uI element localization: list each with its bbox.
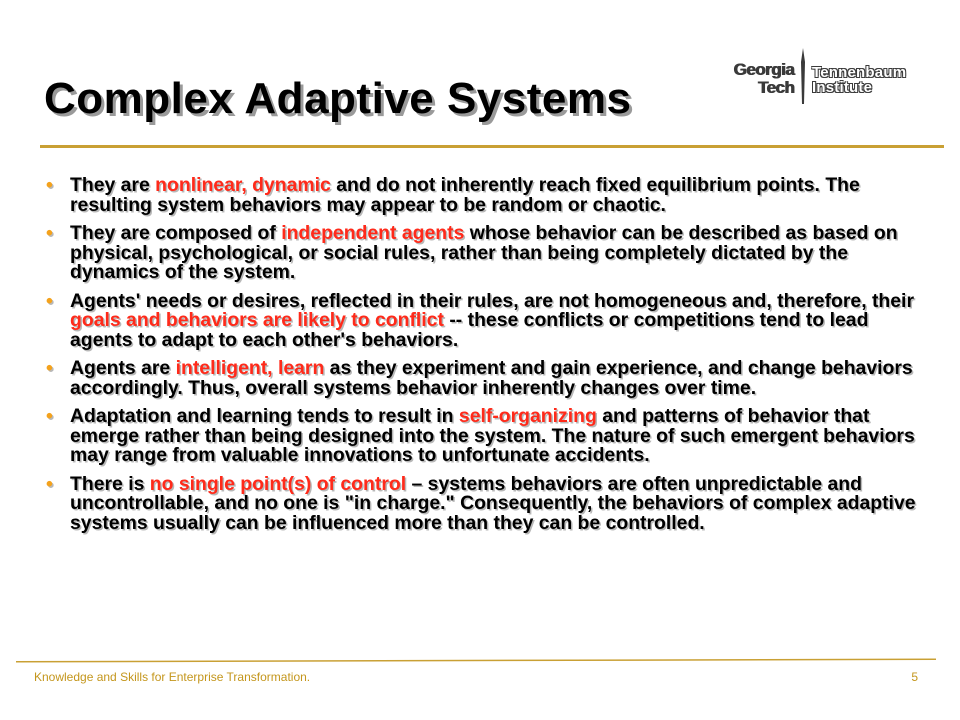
footer-text: Knowledge and Skills for Enterprise Transformation. — [34, 670, 311, 684]
georgia-tech-tennenbaum-logo — [708, 46, 938, 106]
slide-title: Complex Adaptive Systems — [44, 74, 632, 123]
bullet-highlight-text: intelligent, learn — [175, 357, 325, 379]
bullet-list — [46, 176, 926, 542]
bullet-dot-icon: • — [46, 405, 53, 427]
bullet-text: and do not inherently reach fixed equilibrium points. The resulting system behaviors may appear to be random or chaotic. — [70, 174, 860, 216]
bullet-text: and patterns of behavior that emerge rather than being designed into the system. The nature of such emergent behaviors may range from valuable innovations to unfortunate accidents. — [70, 405, 915, 466]
bullet-text: -- these conflicts or competitions tend to lead agents to adapt to each other's behaviors. — [70, 309, 869, 351]
bullet-item — [46, 407, 926, 466]
logo-left-line-2: Tech — [757, 78, 794, 97]
logo-right-line-1: Tennenbaum — [812, 64, 907, 81]
bullet-text: They are — [70, 174, 156, 196]
bullet-dot-icon: • — [46, 222, 53, 244]
page-number: 5 — [911, 670, 918, 684]
bullet-text: Agents' needs or desires, reflected in their rules, are not homogeneous and, therefore, their — [70, 289, 914, 312]
bullet-text: – systems behaviors are often unpredictable and uncontrollable, and no one is "in charge." Consequently, the behaviors of complex adaptive systems usually can be influenced more than they can be controlled. — [70, 472, 916, 534]
logo-right-line-2: Institute — [812, 79, 873, 96]
bullet-dot-icon: • — [46, 174, 53, 196]
bullet-dot-icon: • — [46, 357, 53, 379]
bullet-highlight-text: independent agents — [281, 222, 465, 244]
title-divider-line — [40, 145, 944, 148]
bullet-highlight-text: self-organizing — [458, 405, 597, 427]
bullet-dot-icon: • — [46, 289, 53, 312]
bullet-text: Agents are — [70, 357, 176, 379]
bullet-highlight-text: no single point(s) of control — [149, 472, 407, 495]
bullet-text: They are composed of — [70, 222, 282, 244]
bullet-text: as they experiment and gain experience, and change behaviors accordingly. Thus, overall systems behavior inherently changes over time. — [70, 357, 913, 399]
bullet-item — [46, 472, 926, 534]
footer-divider-line — [16, 657, 936, 663]
logo-georgia-tech-text — [708, 61, 794, 97]
bullet-item — [46, 359, 926, 398]
logo-divider-icon — [800, 48, 806, 104]
logo-left-line-1: Georgia — [733, 60, 794, 79]
bullet-item — [46, 289, 926, 351]
bullet-item — [46, 224, 926, 283]
logo-tennenbaum-institute-text — [812, 65, 906, 95]
bullet-text: Adaptation and learning tends to result in — [70, 405, 459, 427]
bullet-highlight-text: goals and behaviors are likely to conflict — [70, 309, 444, 331]
bullet-text: There is — [70, 472, 150, 495]
bullet-dot-icon: • — [46, 472, 53, 495]
bullet-text: whose behavior can be described as based on physical, psychological, or social rules, rather than being completely dictated by the dynamics of the system. — [70, 222, 898, 283]
bullet-highlight-text: nonlinear, dynamic — [155, 174, 331, 196]
bullet-item — [46, 176, 926, 215]
